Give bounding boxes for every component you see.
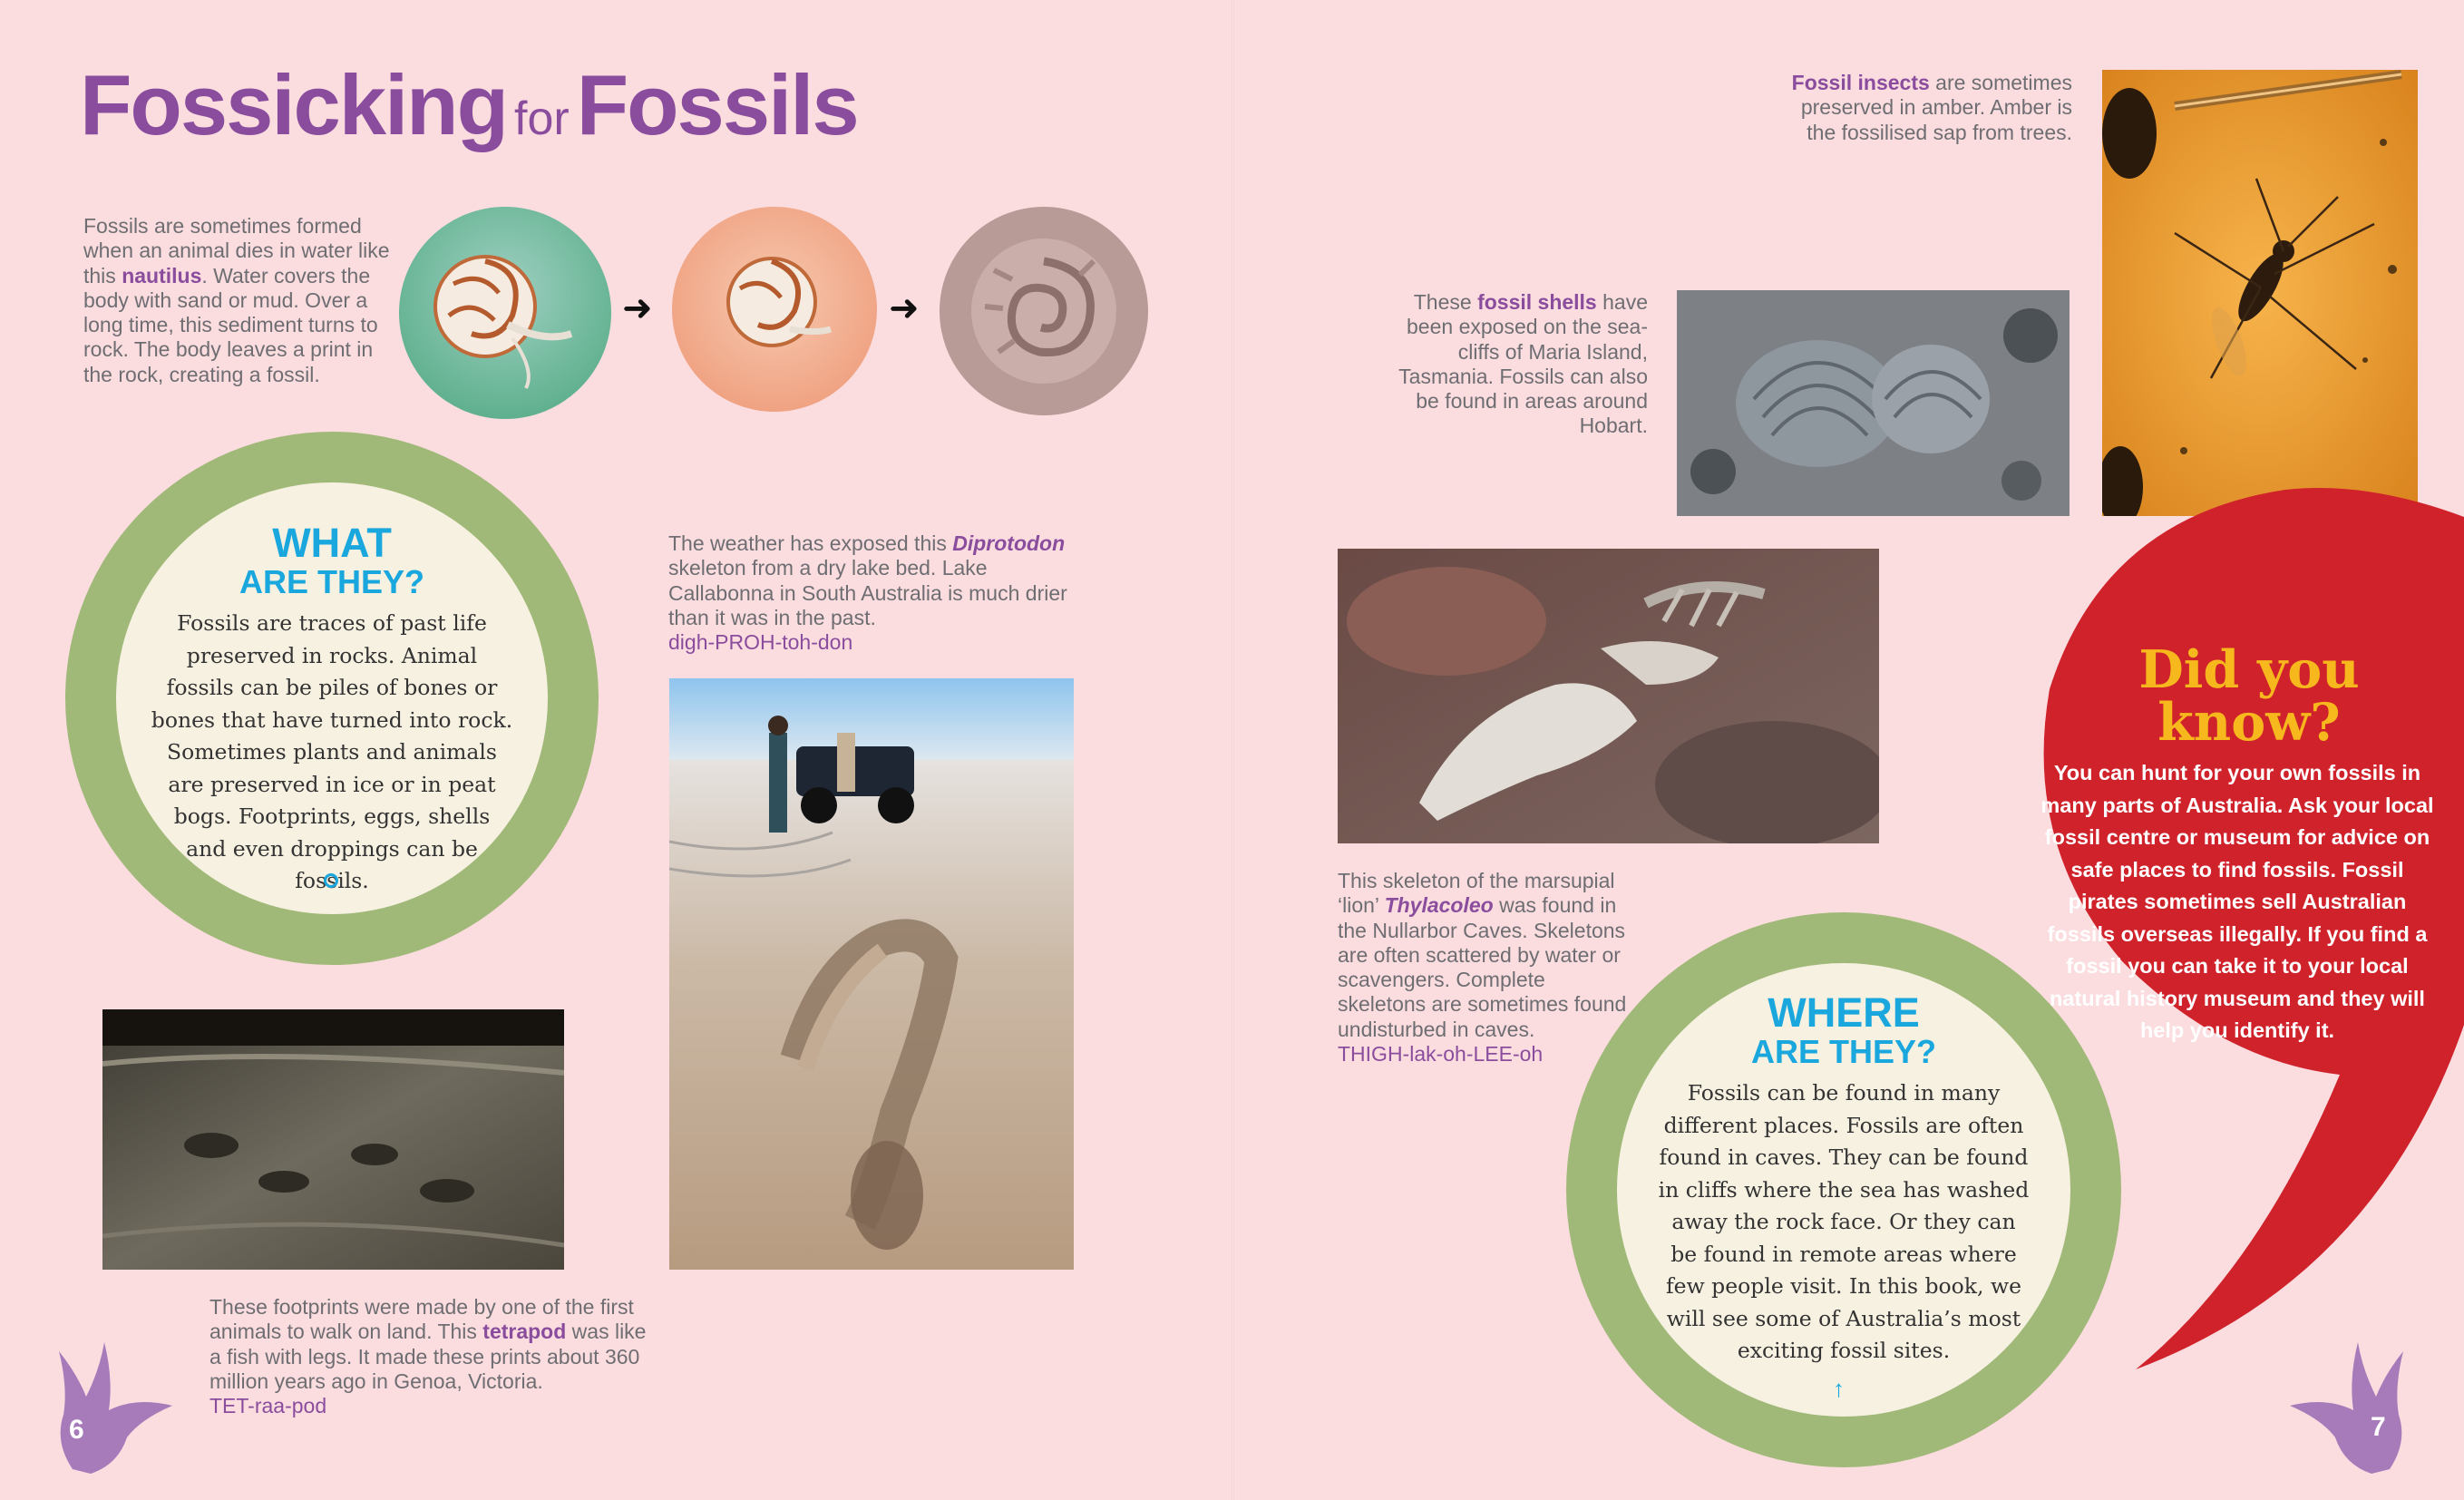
title-word-for: for: [514, 93, 570, 145]
what-heading: WHAT: [272, 520, 392, 566]
page-title: [80, 56, 858, 154]
page-number-right: 7: [2371, 1412, 2386, 1442]
title-word-fossils: Fossils: [576, 57, 858, 152]
did-you-know-bubble: [1950, 481, 2464, 1374]
thylacoleo-pronunciation: THIGH-lak-oh-LEE-oh: [1338, 1042, 1544, 1067]
ring-icon: [324, 873, 338, 888]
amber-insect-photo: [2102, 70, 2418, 516]
tetrapod-caption: These footprints were made by one of the first animals to walk on land. This tetrapod was like a fish with legs. It made these prints about 360 million years ago in Genoa, Victoria. TET-raa-pod: [209, 1295, 647, 1418]
arrow-right-icon: ➜: [889, 288, 920, 328]
diprotodon-caption: The weather has exposed this Diprotodon skeleton from a dry lake bed. Lake Callabonna in South Australia is much drier than it was in the past. digh-PROH-toh-don: [668, 531, 1067, 655]
arrow-right-icon: ➜: [622, 288, 653, 328]
did-you-know-heading-2: know?: [2157, 692, 2341, 753]
page-gutter: [1232, 0, 1234, 1500]
page-number-left: 6: [69, 1415, 84, 1445]
nautilus-buried-illustration: [672, 207, 877, 412]
thylacoleo-caption: This skeleton of the marsupial ‘lion’ Thylacoleo was found in the Nullarbor Caves. Skeletons are often scattered by water or scavengers. Complete skeletons are sometimes found undisturbed in caves. THIGH-lak-oh-LEE-oh: [1338, 869, 1627, 1067]
fossil-shells-caption: These fossil shells have been exposed on the sea-cliffs of Maria Island, Tasmania. Fossils can also be found in areas around Hobart.: [1398, 290, 1648, 438]
diprotodon-pronunciation: digh-PROH-toh-don: [668, 630, 853, 655]
tetrapod-pronunciation: TET-raa-pod: [209, 1394, 327, 1418]
where-body-text: Fossils can be found in many different places. Fossils are often found in caves. They can be found in cliffs where the sea has washed away the rock face. Or they can be found in remote areas where few people visit. In this book, we will see some of Australia’s most exciting fossil sites.: [1658, 1080, 2030, 1363]
footprint-icon: [36, 1333, 181, 1478]
fossil-insects-caption: Fossil insects are sometimes preserved in amber. Amber is the fossilised sap from trees.: [1791, 71, 2072, 144]
title-word-fossicking: Fossicking: [80, 57, 508, 152]
arrow-up-icon: ↑: [1833, 1375, 1845, 1402]
thylacoleo-skeleton-photo: [1338, 549, 1879, 843]
where-subheading: ARE THEY?: [1750, 1033, 1936, 1070]
did-you-know-body: You can hunt for your own fossils in many parts of Australia. Ask your local fossil centre or museum for advice on safe places to find fossils. Fossil pirates sometimes sell Australian fossils overseas illegally. If you find a fossil you can take it to your local natural history museum and they will help you identify it.: [2040, 761, 2434, 1042]
tetrapod-footprints-photo: [102, 1009, 564, 1270]
diprotodon-skeleton-photo: [669, 678, 1074, 1270]
what-body-text: Fossils are traces of past life preserved in rocks. Animal fossils can be piles of bones or bones that have turned into rock. Sometimes plants and animals are preserved in ice or in peat bogs. Footprints, eggs, shells and even droppings can be fossils.: [151, 610, 513, 893]
nautilus-living-illustration: [399, 207, 611, 419]
nautilus-caption: Fossils are sometimes formed when an animal dies in water like this nautilus. Water covers the body with sand or mud. Over a long time, this sediment turns to rock. The body leaves a print in the rock, creating a fossil.: [83, 214, 390, 386]
what-are-they-panel: [65, 432, 599, 965]
footprint-icon: [2281, 1333, 2426, 1478]
nautilus-fossil-illustration: [940, 207, 1148, 415]
did-you-know-heading: Did you: [2138, 639, 2360, 700]
what-subheading: ARE THEY?: [239, 563, 424, 600]
where-heading: WHERE: [1768, 989, 1920, 1036]
